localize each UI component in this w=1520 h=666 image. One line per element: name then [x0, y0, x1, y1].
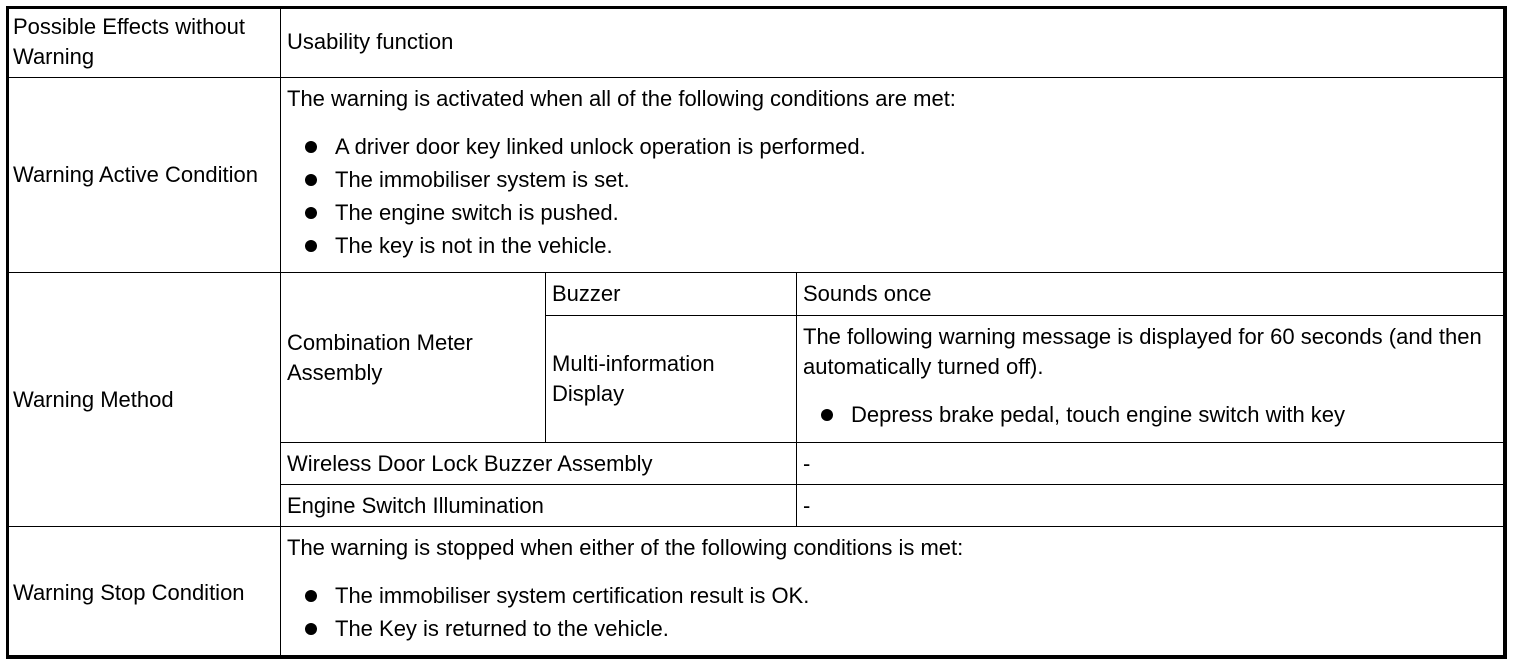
- list-item: The immobiliser system certification result is OK.: [305, 579, 1500, 612]
- list-item: The Key is returned to the vehicle.: [305, 612, 1500, 645]
- stop-condition-intro: The warning is stopped when either of the following conditions is met:: [287, 535, 964, 560]
- label-warning-stop-condition: Warning Stop Condition: [7, 527, 281, 659]
- label-multi-information-display: Multi-information Display: [546, 316, 797, 443]
- list-item: Depress brake pedal, touch engine switch with key: [821, 398, 1500, 431]
- label-possible-effects: Possible Effects without Warning: [7, 7, 281, 78]
- label-buzzer: Buzzer: [546, 273, 797, 316]
- value-wireless-door-lock-buzzer: -: [797, 443, 1507, 485]
- label-warning-active-condition: Warning Active Condition: [7, 78, 281, 273]
- value-buzzer: Sounds once: [797, 273, 1507, 316]
- table-outer-border: [6, 6, 1506, 658]
- list-item: A driver door key linked unlock operation is performed.: [305, 130, 1500, 163]
- value-possible-effects: Usability function: [281, 7, 1507, 78]
- list-item: The engine switch is pushed.: [305, 196, 1500, 229]
- mid-intro: The following warning message is displayed for 60 seconds (and then automatically turned off).: [803, 324, 1482, 379]
- label-wireless-door-lock-buzzer: Wireless Door Lock Buzzer Assembly: [281, 443, 797, 485]
- label-combination-meter: Combination Meter Assembly: [281, 273, 546, 443]
- value-engine-switch-illumination: -: [797, 485, 1507, 527]
- active-condition-intro: The warning is activated when all of the following conditions are met:: [287, 86, 956, 111]
- label-warning-method: Warning Method: [7, 273, 281, 527]
- label-engine-switch-illumination: Engine Switch Illumination: [281, 485, 797, 527]
- list-item: The key is not in the vehicle.: [305, 229, 1500, 262]
- list-item: The immobiliser system is set.: [305, 163, 1500, 196]
